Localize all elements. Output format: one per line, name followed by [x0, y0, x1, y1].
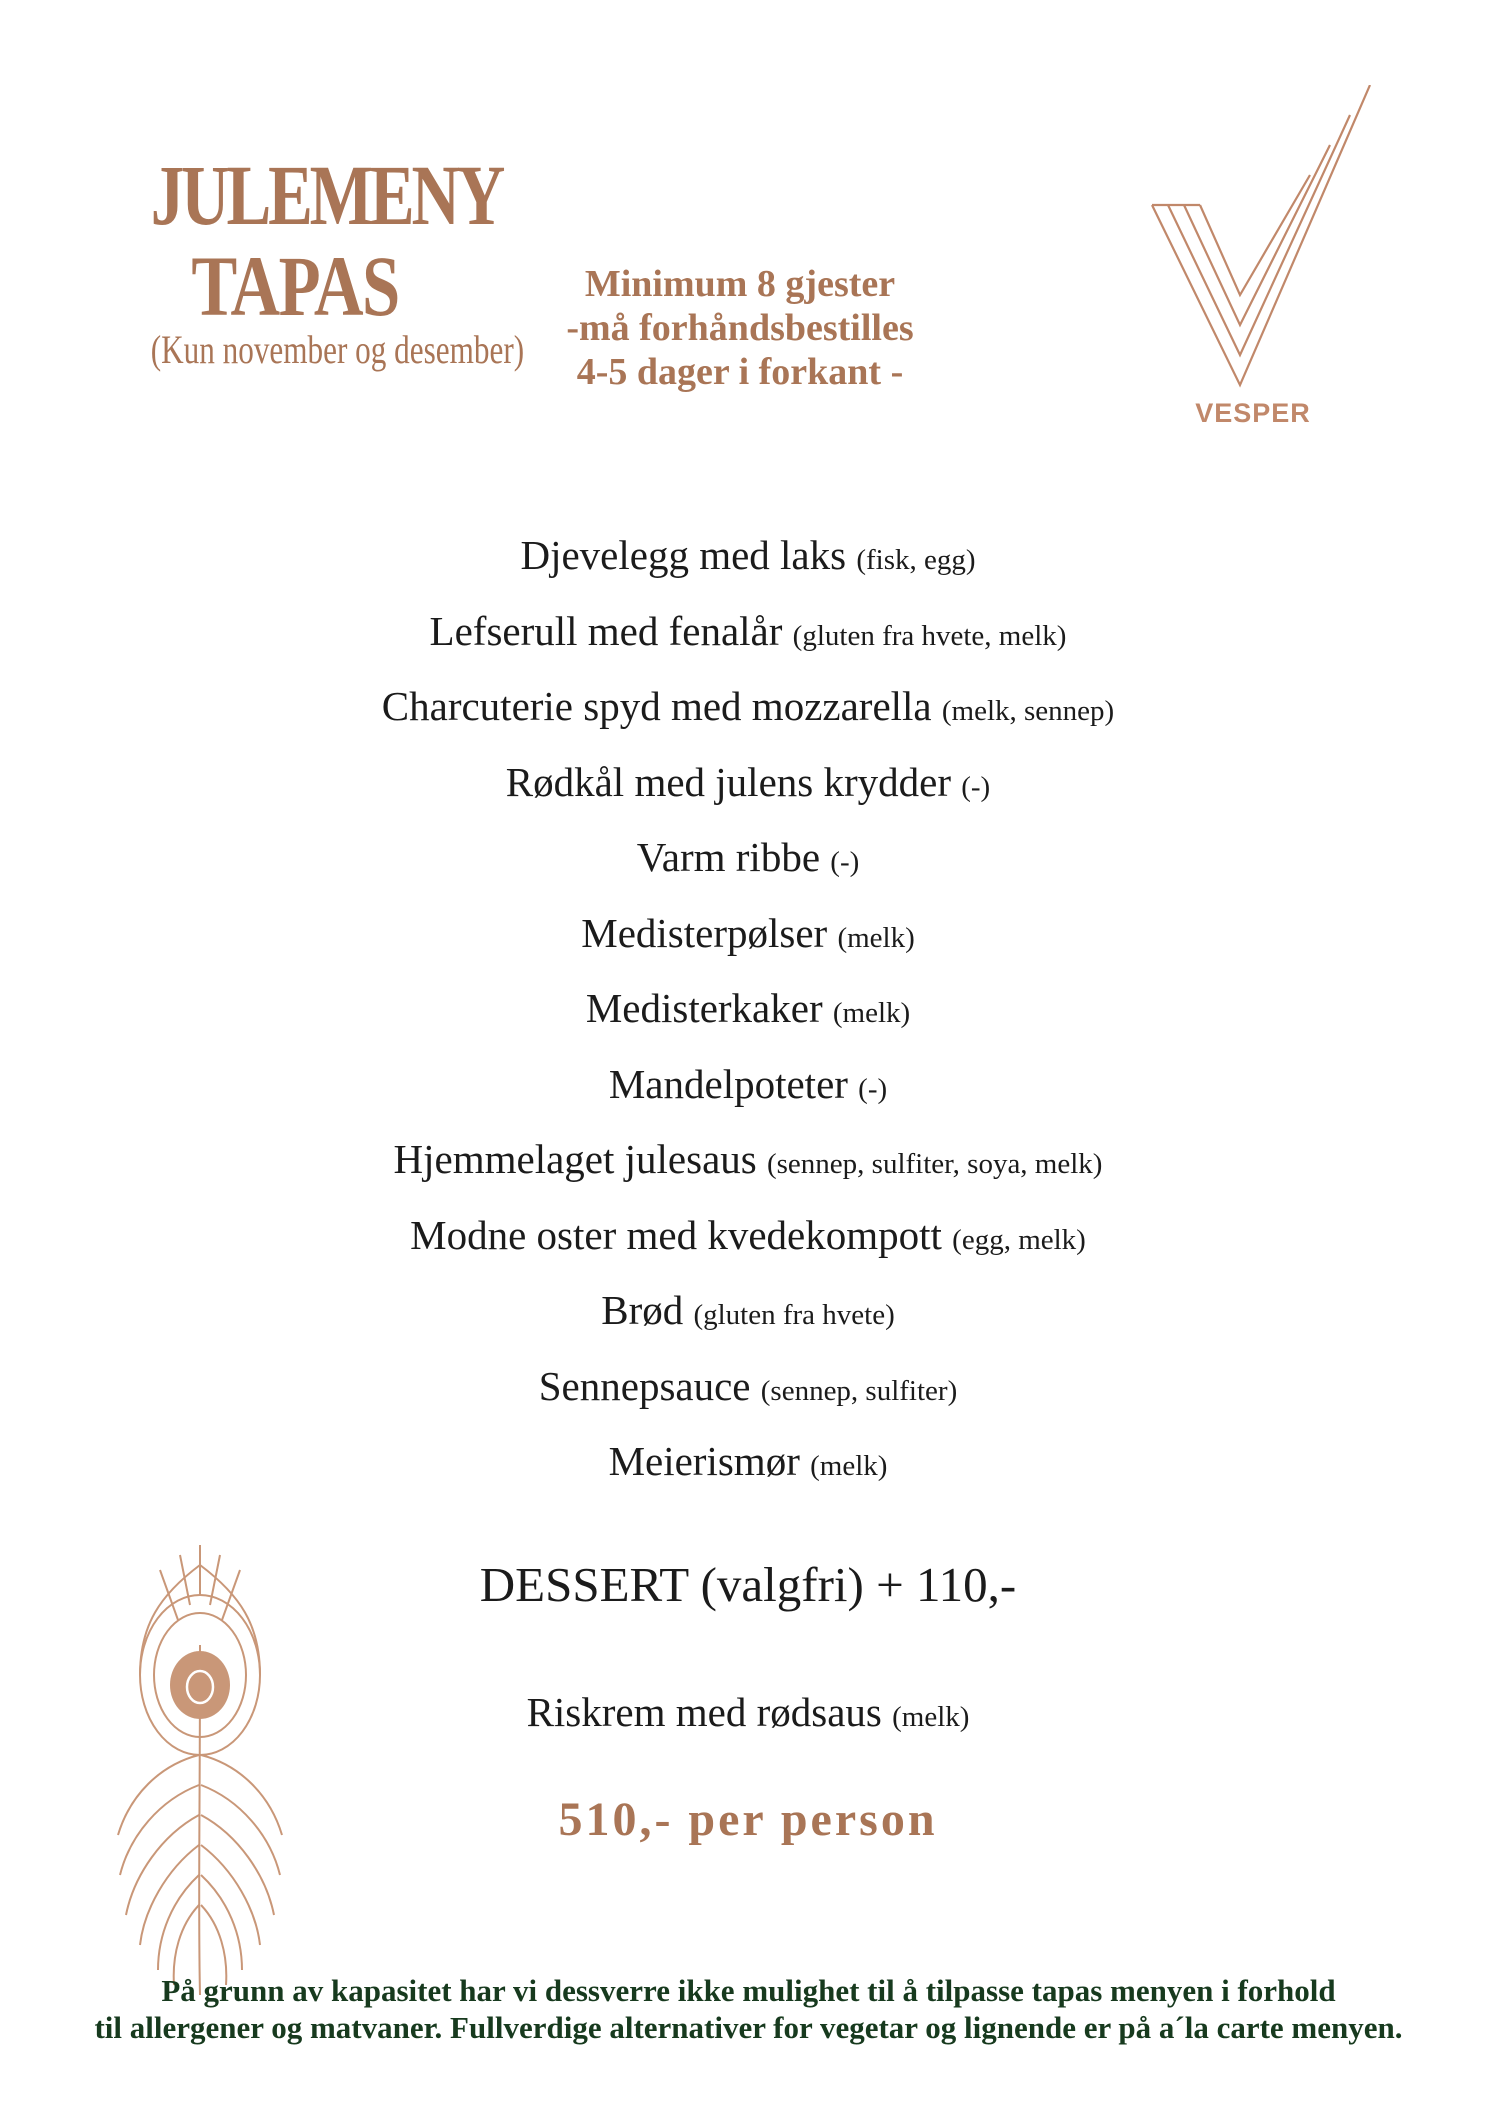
menu-item-name: Mandelpoteter [608, 1060, 848, 1107]
menu-item [248, 1054, 1248, 1130]
menu-item [248, 676, 1248, 752]
menu-item-allergens: (fisk, egg) [856, 544, 976, 576]
title-tapas: TAPAS [191, 238, 399, 334]
menu-item-name: Hjemmelaget julesaus [393, 1136, 757, 1182]
vesper-wordmark: VESPER [1195, 398, 1311, 428]
menu-item-name: Rødkål med julens krydder [505, 758, 951, 805]
menu-item-name: Modne oster med kvedekompott [410, 1211, 942, 1258]
menu-item-name: Charcuterie spyd med mozzarella [381, 683, 932, 729]
menu-item [248, 978, 1248, 1054]
menu-item-name: Medisterkaker [585, 985, 823, 1031]
disclaimer-line: På grunn av kapasitet har vi dessverre ikke mulighet til å tilpasse tapas menyen i forhold [161, 1973, 1336, 2008]
menu-item-name: Lefserull med fenalår [429, 607, 783, 654]
menu-item-allergens: (sennep, sulfiter) [760, 1374, 958, 1407]
booking-notice [515, 262, 965, 394]
menu-item [248, 1129, 1248, 1205]
menu-item-allergens: (gluten fra hvete) [693, 1299, 895, 1331]
menu-item-name: Varm ribbe [636, 834, 821, 880]
menu-item-allergens: (sennep, sulfiter, soya, melk) [766, 1148, 1103, 1180]
menu-item [248, 1280, 1248, 1356]
menu-item-allergens: (melk, sennep) [941, 695, 1115, 727]
menu-item [248, 827, 1248, 903]
notice-line: -må forhåndsbestilles [566, 307, 914, 349]
menu-item [248, 525, 1248, 601]
tapas-menu-list [248, 525, 1248, 1507]
menu-item [248, 1205, 1248, 1281]
menu-item-allergens: (-) [830, 846, 860, 878]
allergy-disclaimer [60, 1972, 1437, 2046]
notice-line: Minimum 8 gjester [584, 263, 896, 305]
menu-item-allergens: (egg, melk) [952, 1223, 1086, 1256]
vesper-v-logo-icon [1140, 85, 1380, 435]
menu-item-allergens: (melk) [832, 997, 911, 1029]
dessert-item [248, 1682, 1248, 1747]
title-julemeny: JULEMENY [150, 147, 503, 243]
season-subtitle: (Kun november og desember) [150, 327, 525, 372]
menu-item [248, 601, 1248, 677]
notice-line: 4-5 dager i forkant - [576, 351, 904, 393]
menu-item-allergens: (melk) [810, 1450, 888, 1482]
menu-item-allergens: (-) [961, 770, 991, 803]
menu-item-name: Meierismør [608, 1438, 800, 1484]
menu-item-name: Brød [601, 1287, 684, 1333]
dessert-item-allergens: (melk) [892, 1701, 970, 1733]
price-per-person: 510,- per person [558, 1793, 938, 1846]
menu-item-name: Djevelegg med laks [520, 532, 847, 578]
menu-title-block [110, 147, 525, 372]
menu-item [248, 1356, 1248, 1432]
menu-item-name: Sennepsauce [538, 1362, 751, 1409]
menu-item-allergens: (-) [858, 1072, 888, 1105]
menu-item-allergens: (melk) [837, 921, 915, 954]
menu-item [248, 752, 1248, 828]
menu-item [248, 903, 1248, 979]
menu-item [248, 1431, 1248, 1507]
dessert-heading: DESSERT (valgfri) + 110,- [479, 1557, 1017, 1612]
disclaimer-line: til allergener og matvaner. Fullverdige alternativer for vegetar og lignende er på a´la carte menyen. [94, 2010, 1403, 2045]
menu-item-allergens: (gluten fra hvete, melk) [792, 619, 1067, 652]
dessert-item-name: Riskrem med rødsaus [526, 1689, 882, 1735]
menu-item-name: Medisterpølser [581, 909, 828, 956]
